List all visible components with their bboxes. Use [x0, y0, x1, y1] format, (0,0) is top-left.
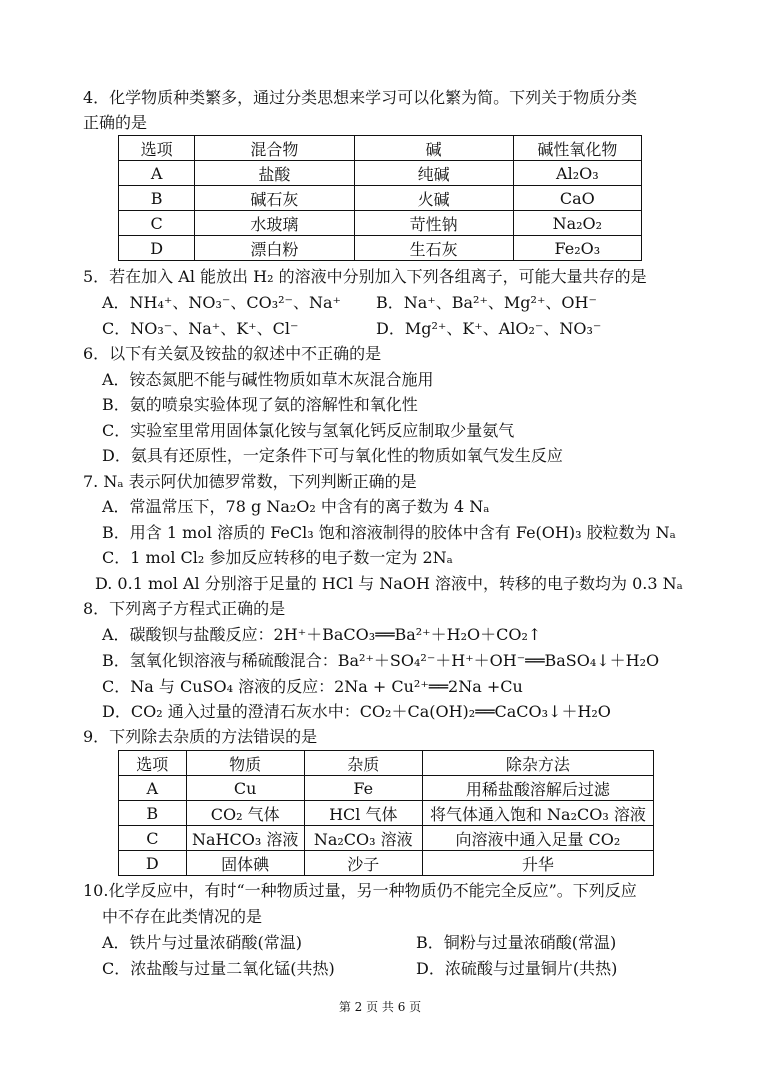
q5-option-c: C．NO₃⁻、Na⁺、K⁺、Cl⁻ — [102, 319, 299, 338]
q7-option-d: D. 0.1 mol Al 分别溶于足量的 HCl 与 NaOH 溶液中，转移的电子数均为 0.3 Nₐ — [95, 574, 683, 593]
q5-stem: 5．若在加入 Al 能放出 H₂ 的溶液中分别加入下列各组离子，可能大量共存的是 — [83, 267, 647, 286]
q4-table — [118, 135, 642, 261]
table-header-row — [119, 751, 654, 776]
table-header-cell: 碱 — [354, 136, 513, 161]
table-cell: CaO — [513, 186, 641, 211]
q7-option-a: A．常温常压下，78 g Na₂O₂ 中含有的离子数为 4 Nₐ — [102, 497, 490, 516]
table-cell: 苛性钠 — [354, 211, 513, 236]
q10-stem-line1: 10.化学反应中，有时“一种物质过量，另一种物质仍不能完全反应”。下列反应 — [83, 881, 637, 900]
table-row — [119, 211, 642, 236]
table-cell: D — [119, 851, 187, 876]
table-header-cell: 物质 — [186, 751, 304, 776]
q4-stem-line1: 4．化学物质种类繁多，通过分类思想来学习可以化繁为简。下列关于物质分类 — [83, 88, 638, 107]
table-header-cell: 杂质 — [304, 751, 422, 776]
table-cell: Fe₂O₃ — [513, 236, 641, 261]
table-cell: B — [119, 801, 187, 826]
table-cell: 碱石灰 — [195, 186, 354, 211]
q8-option-b: B．氢氧化钡溶液与稀硫酸混合：Ba²⁺＋SO₄²⁻＋H⁺＋OH⁻══BaSO₄↓＋H₂O — [102, 651, 660, 670]
q7-option-b: B．用含 1 mol 溶质的 FeCl₃ 饱和溶液制得的胶体中含有 Fe(OH)₃ 胶粒数为 Nₐ — [102, 523, 676, 542]
table-cell: A — [119, 161, 195, 186]
page-footer: 第 2 页 共 6 页 — [338, 1000, 422, 1014]
table-cell: 生石灰 — [354, 236, 513, 261]
table-cell: 沙子 — [304, 851, 422, 876]
table-cell: 纯碱 — [354, 161, 513, 186]
table-cell: B — [119, 186, 195, 211]
q7-option-c: C．1 mol Cl₂ 参加反应转移的电子数一定为 2Nₐ — [102, 548, 453, 567]
q4-stem-line2: 正确的是 — [83, 113, 148, 132]
table-cell: HCl 气体 — [304, 801, 422, 826]
table-row — [119, 776, 654, 801]
table-cell: Na₂O₂ — [513, 211, 641, 236]
q10-option-c: C．浓盐酸与过量二氧化锰(共热) — [102, 959, 335, 978]
q10-option-b: B．铜粉与过量浓硝酸(常温) — [416, 933, 617, 952]
table-header-cell: 除杂方法 — [422, 751, 653, 776]
table-cell: Cu — [186, 776, 304, 801]
table-cell: Fe — [304, 776, 422, 801]
q6-option-d: D．氨具有还原性，一定条件下可与氧化性的物质如氧气发生反应 — [102, 446, 563, 465]
q5-option-b: B．Na⁺、Ba²⁺、Mg²⁺、OH⁻ — [376, 293, 597, 312]
table-cell: 升华 — [422, 851, 653, 876]
table-cell: 火碱 — [354, 186, 513, 211]
q6-option-b: B．氨的喷泉实验体现了氨的溶解性和氧化性 — [102, 395, 418, 414]
q6-stem: 6．以下有关氨及铵盐的叙述中不正确的是 — [83, 344, 382, 363]
q9-stem: 9．下列除去杂质的方法错误的是 — [83, 727, 318, 746]
q6-option-a: A．铵态氮肥不能与碱性物质如草木灰混合施用 — [102, 370, 434, 389]
table-cell: D — [119, 236, 195, 261]
q10-option-d: D．浓硫酸与过量铜片(共热) — [416, 959, 618, 978]
table-header-cell: 选项 — [119, 751, 187, 776]
table-row — [119, 236, 642, 261]
table-cell: NaHCO₃ 溶液 — [186, 826, 304, 851]
q8-option-c: C．Na 与 CuSO₄ 溶液的反应：2Na + Cu²⁺══2Na +Cu — [102, 677, 523, 696]
q6-option-c: C．实验室里常用固体氯化铵与氢氧化钙反应制取少量氨气 — [102, 421, 515, 440]
table-cell: 盐酸 — [195, 161, 354, 186]
q8-option-a: A．碳酸钡与盐酸反应：2H⁺＋BaCO₃══Ba²⁺＋H₂O＋CO₂↑ — [102, 625, 542, 644]
table-cell: C — [119, 211, 195, 236]
table-cell: 向溶液中通入足量 CO₂ — [422, 826, 653, 851]
table-cell: CO₂ 气体 — [186, 801, 304, 826]
q10-stem-line2: 中不存在此类情况的是 — [102, 907, 263, 926]
q5-option-d: D．Mg²⁺、K⁺、AlO₂⁻、NO₃⁻ — [376, 319, 602, 338]
table-row — [119, 161, 642, 186]
table-cell: Al₂O₃ — [513, 161, 641, 186]
table-cell: Na₂CO₃ 溶液 — [304, 826, 422, 851]
table-header-row — [119, 136, 642, 161]
table-row — [119, 801, 654, 826]
q7-stem: 7. Nₐ 表示阿伏加德罗常数，下列判断正确的是 — [83, 472, 417, 491]
table-cell: 水玻璃 — [195, 211, 354, 236]
q5-option-a: A．NH₄⁺、NO₃⁻、CO₃²⁻、Na⁺ — [102, 293, 341, 312]
table-row — [119, 851, 654, 876]
q9-table — [118, 750, 654, 876]
table-cell: 用稀盐酸溶解后过滤 — [422, 776, 653, 801]
table-row — [119, 826, 654, 851]
q10-option-a: A．铁片与过量浓硝酸(常温) — [102, 933, 303, 952]
table-header-cell: 选项 — [119, 136, 195, 161]
table-cell: C — [119, 826, 187, 851]
q8-option-d: D．CO₂ 通入过量的澄清石灰水中：CO₂＋Ca(OH)₂══CaCO₃↓＋H₂O — [102, 702, 611, 721]
table-cell: 固体碘 — [186, 851, 304, 876]
table-cell: A — [119, 776, 187, 801]
table-header-cell: 混合物 — [195, 136, 354, 161]
table-row — [119, 186, 642, 211]
table-cell: 漂白粉 — [195, 236, 354, 261]
table-cell: 将气体通入饱和 Na₂CO₃ 溶液 — [422, 801, 653, 826]
q8-stem: 8．下列离子方程式正确的是 — [83, 599, 286, 618]
table-header-cell: 碱性氧化物 — [513, 136, 641, 161]
